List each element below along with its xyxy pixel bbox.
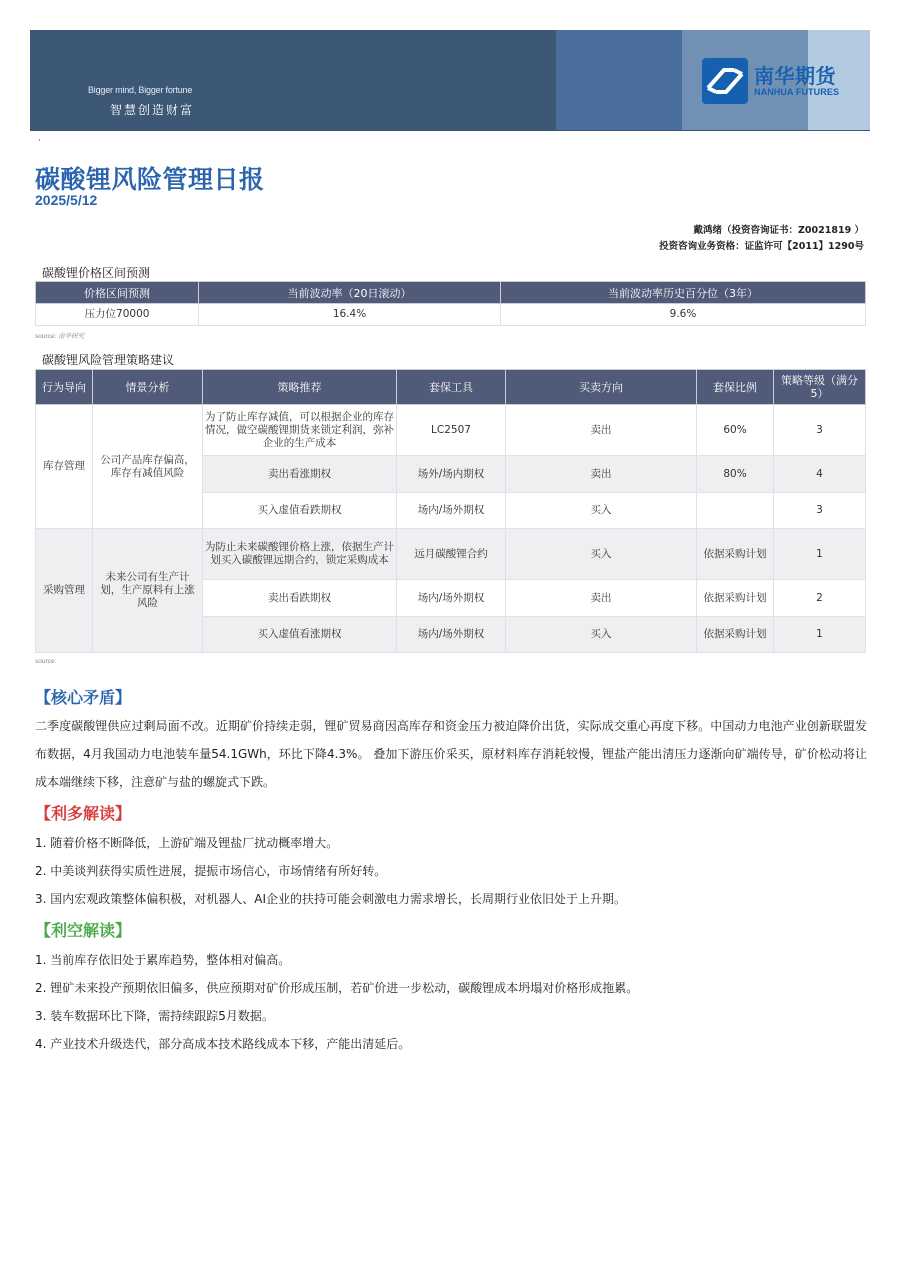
column-header: 策略等级（满分5） xyxy=(774,370,866,405)
behavior-cell: 库存管理 xyxy=(36,405,93,529)
report-title: 碳酸锂风险管理日报 xyxy=(35,165,265,194)
price-range-cell: 压力位70000 xyxy=(36,304,199,326)
level-cell: 1 xyxy=(774,529,866,580)
strategy-cell: 买入虚值看涨期权 xyxy=(203,617,397,653)
author-line: 戴鸿绪（投资咨询证书：Z0021819 ） xyxy=(693,225,864,236)
ratio-cell: 依据采购计划 xyxy=(697,529,774,580)
list-item: 2. 锂矿未来投产预期依旧偏多，供应预期对矿价形成压制，若矿价进一步松动，碳酸锂成本坍塌对价格形成拖累。 xyxy=(35,981,639,995)
banner-band-dark xyxy=(30,30,556,130)
level-cell: 4 xyxy=(774,456,866,493)
column-header: 当前波动率历史百分位（3年） xyxy=(501,282,866,304)
level-cell: 3 xyxy=(774,493,866,529)
direction-cell: 买入 xyxy=(506,617,697,653)
column-header: 当前波动率（20日滚动） xyxy=(199,282,501,304)
price-forecast-table xyxy=(35,281,866,326)
bullish-heading: 【利多解读】 xyxy=(35,804,132,823)
ratio-cell: 60% xyxy=(697,405,774,456)
strategy-cell: 为防止未来碳酸锂价格上涨，依据生产计划买入碳酸锂远期合约，锁定采购成本 xyxy=(203,529,397,580)
core-paragraph: 二季度碳酸锂供应过剩局面不改。近期矿价持续走弱，锂矿贸易商因高库存和资金压力被迫降价出货，实际成交重心再度下移。中国动力电池产业创新联盟发布数据，4月我国动力电池装车量54.1GWh，环比下降4.3%。 叠加下游压价采买，原材料库存消耗较慢，锂盐产能出清压力逐渐向矿端传导，矿价松动将让成本端继续下移，注意矿与盐的螺旋式下跌。 xyxy=(35,719,867,789)
strategy-cell: 卖出看涨期权 xyxy=(203,456,397,493)
price-forecast-label: 碳酸锂价格区间预测 xyxy=(42,266,151,280)
column-header: 策略推荐 xyxy=(203,370,397,405)
direction-cell: 卖出 xyxy=(506,405,697,456)
level-cell: 1 xyxy=(774,617,866,653)
slogan-chinese: 智慧创造财富 xyxy=(110,103,195,117)
column-header: 套保工具 xyxy=(397,370,506,405)
logo-chinese-name: 南华期货 xyxy=(754,63,836,88)
license-line: 投资咨询业务资格：证监许可【2011】1290号 xyxy=(659,241,864,252)
banner-divider xyxy=(30,130,870,131)
strategy-cell: 买入虚值看跌期权 xyxy=(203,493,397,529)
list-item: 4. 产业技术升级迭代，部分高成本技术路线成本下移，产能出清延后。 xyxy=(35,1037,411,1051)
tool-cell: 场内/场外期权 xyxy=(397,617,506,653)
bullish-list xyxy=(35,829,867,913)
volatility-cell: 16.4% xyxy=(199,304,501,326)
list-item: 3. 装车数据环比下降，需持续跟踪5月数据。 xyxy=(35,1009,274,1023)
ratio-cell: 依据采购计划 xyxy=(697,580,774,617)
strategy-table xyxy=(35,369,866,653)
column-header: 行为导向 xyxy=(36,370,93,405)
tool-cell: 场内/场外期权 xyxy=(397,580,506,617)
tool-cell: LC2507 xyxy=(397,405,506,456)
table-header-row xyxy=(36,370,866,405)
table-row xyxy=(36,405,866,456)
table-row xyxy=(36,304,866,326)
ratio-cell: 80% xyxy=(697,456,774,493)
bearish-heading: 【利空解读】 xyxy=(35,921,132,940)
direction-cell: 买入 xyxy=(506,529,697,580)
report-date: 2025/5/12 xyxy=(35,192,98,208)
tool-cell: 远月碳酸锂合约 xyxy=(397,529,506,580)
direction-cell: 卖出 xyxy=(506,580,697,617)
tool-cell: 场内/场外期权 xyxy=(397,493,506,529)
level-cell: 2 xyxy=(774,580,866,617)
behavior-cell: 采购管理 xyxy=(36,529,93,653)
volatility-percentile-cell: 9.6% xyxy=(501,304,866,326)
table-row xyxy=(36,529,866,580)
core-heading: 【核心矛盾】 xyxy=(35,688,132,707)
column-header: 套保比例 xyxy=(697,370,774,405)
ratio-cell xyxy=(697,493,774,529)
column-header: 情景分析 xyxy=(93,370,203,405)
logo-english-name: NANHUA FUTURES xyxy=(754,86,840,97)
scenario-cell: 未来公司有生产计划，生产原料有上涨风险 xyxy=(93,529,203,653)
direction-cell: 买入 xyxy=(506,493,697,529)
header-banner xyxy=(30,30,870,130)
bullet-dot: · xyxy=(38,136,41,146)
source-note: source: 南华研究 xyxy=(35,333,85,340)
strategy-cell: 卖出看跌期权 xyxy=(203,580,397,617)
bearish-list xyxy=(35,946,867,1058)
source-note: source: xyxy=(35,658,57,665)
banner-band-mid xyxy=(556,30,682,130)
column-header: 买卖方向 xyxy=(506,370,697,405)
list-item: 1. 当前库存依旧处于累库趋势，整体相对偏高。 xyxy=(35,953,291,967)
ratio-cell: 依据采购计划 xyxy=(697,617,774,653)
nanhua-logo-icon xyxy=(702,58,748,104)
scenario-cell: 公司产品库存偏高，库存有减值风险 xyxy=(93,405,203,529)
level-cell: 3 xyxy=(774,405,866,456)
direction-cell: 卖出 xyxy=(506,456,697,493)
strategy-cell: 为了防止库存减值，可以根据企业的库存情况，做空碳酸锂期货来锁定利润，弥补企业的生产成本 xyxy=(203,405,397,456)
column-header: 价格区间预测 xyxy=(36,282,199,304)
list-item: 2. 中美谈判获得实质性进展，提振市场信心，市场情绪有所好转。 xyxy=(35,864,387,878)
strategy-label: 碳酸锂风险管理策略建议 xyxy=(42,353,175,367)
company-logo xyxy=(702,58,839,104)
table-header-row xyxy=(36,282,866,304)
author-info xyxy=(659,223,864,255)
list-item: 3. 国内宏观政策整体偏积极，对机器人、AI企业的扶持可能会刺激电力需求增长，长周期行业依旧处于上升期。 xyxy=(35,892,627,906)
slogan-english: Bigger mind, Bigger fortune xyxy=(88,85,193,95)
tool-cell: 场外/场内期权 xyxy=(397,456,506,493)
list-item: 1. 随着价格不断降低，上游矿端及锂盐厂扰动概率增大。 xyxy=(35,836,339,850)
